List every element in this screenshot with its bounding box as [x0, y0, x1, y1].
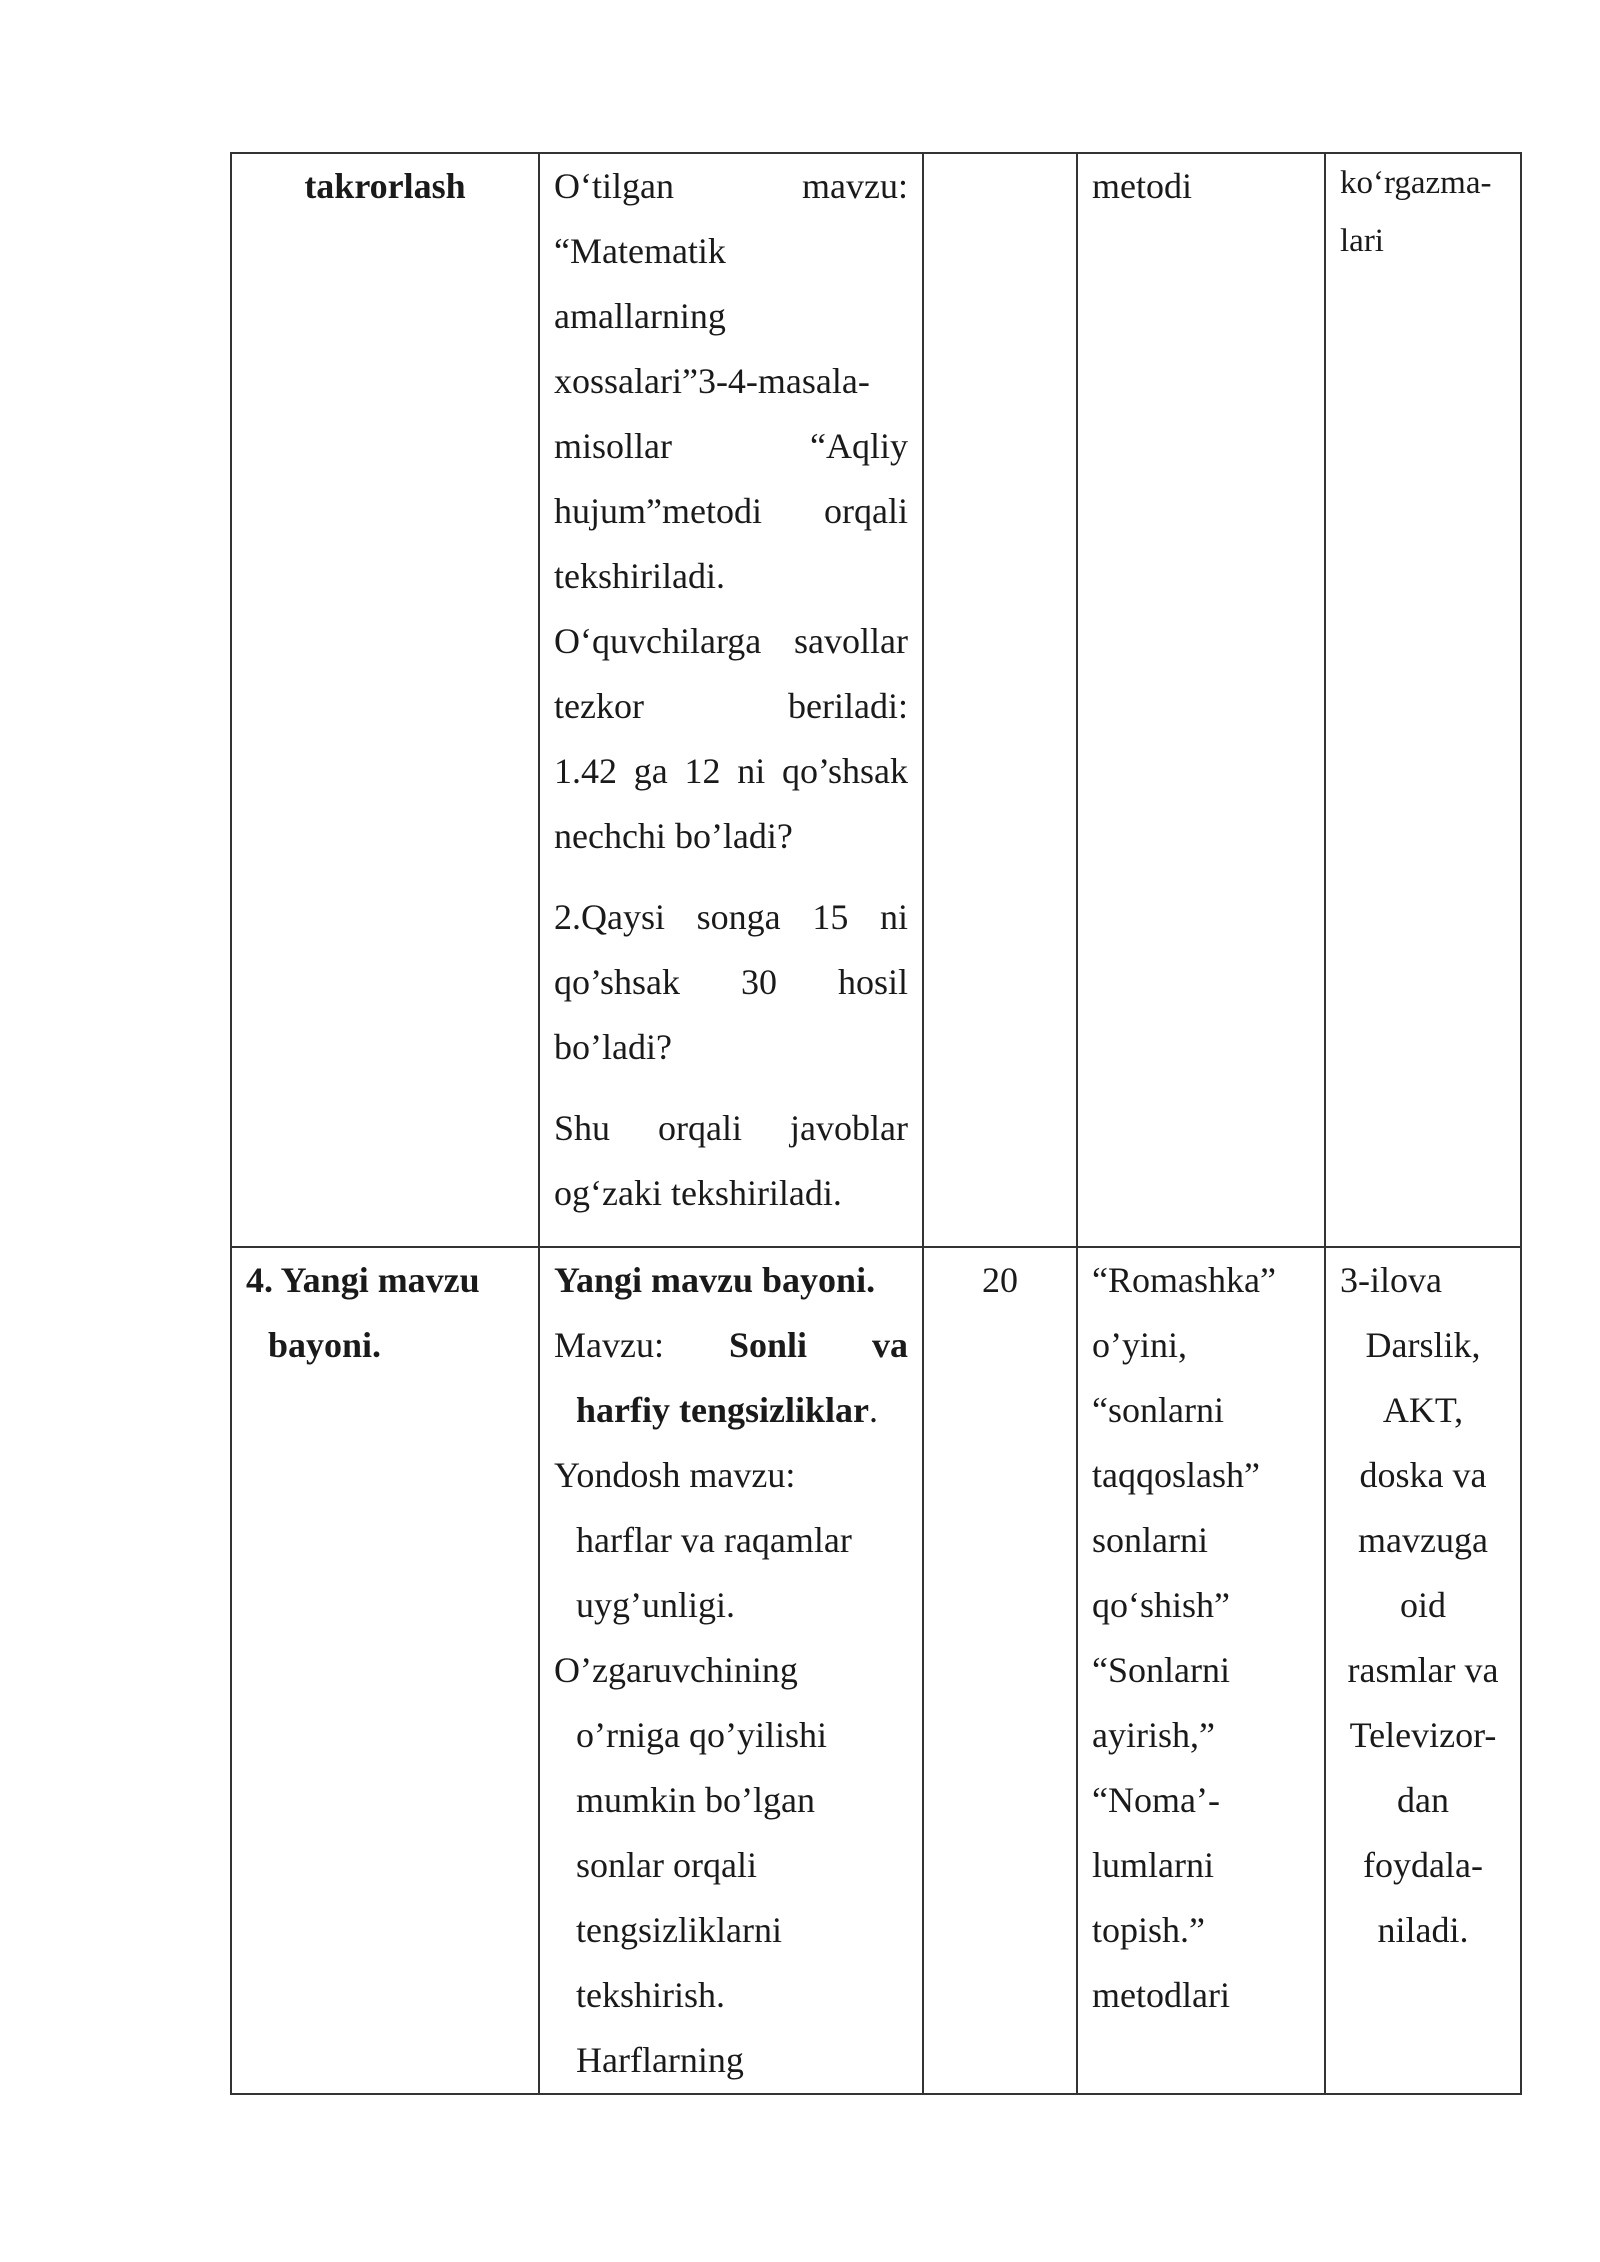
content-line: o’rniga qo’yilishi	[576, 1715, 827, 1755]
resources-cell	[1325, 153, 1521, 1247]
content-line: sonlar orqali	[576, 1845, 757, 1885]
table-row	[231, 153, 1521, 1247]
method-line: “sonlarni	[1092, 1390, 1224, 1430]
resource-line: foydala-	[1363, 1845, 1483, 1885]
method-line: sonlarni	[1092, 1520, 1208, 1560]
time-value: 20	[982, 1260, 1018, 1300]
method-line: “Sonlarni	[1092, 1650, 1230, 1690]
content-line	[554, 1313, 908, 1378]
method-line: lumlarni	[1092, 1845, 1214, 1885]
content-line: “Matematik	[554, 231, 726, 271]
topic-title: Sonli va	[728, 1325, 909, 1365]
content-line: tezkor beriladi:	[554, 686, 908, 726]
method-line: metodlari	[1092, 1975, 1230, 2015]
content-line: Yondosh mavzu:	[554, 1455, 796, 1495]
stage-label: 4. Yangi mavzu	[246, 1260, 480, 1300]
content-paragraph	[554, 885, 908, 1080]
content-line: qo’shsak 30 hosil	[554, 962, 908, 1002]
content-line: 2.Qaysi songa 15 ni	[554, 897, 908, 937]
content-line: O‘quvchilarga savollar	[554, 621, 908, 661]
content-line: og‘zaki tekshiriladi.	[554, 1173, 842, 1213]
stage-label: takrorlash	[304, 166, 466, 206]
content-line: xossalari”3-4-masala-	[554, 361, 870, 401]
resource-line: niladi.	[1377, 1910, 1469, 1950]
topic-label: Mavzu:	[554, 1325, 664, 1365]
content-line: uyg’unligi.	[576, 1585, 735, 1625]
content-paragraph	[554, 154, 908, 609]
topic-period: .	[868, 1390, 878, 1430]
content-line: misollar “Aqliy	[554, 426, 908, 466]
resource-line: mavzuga	[1358, 1520, 1488, 1560]
stage-label: bayoni.	[268, 1325, 382, 1365]
resource-line: doska va	[1359, 1455, 1487, 1495]
resources-cell	[1325, 1247, 1521, 2094]
content-cell	[539, 153, 923, 1247]
topic-title: harfiy tengsizliklar	[576, 1390, 869, 1430]
resource-line: AKT,	[1382, 1390, 1464, 1430]
content-paragraph	[554, 1096, 908, 1226]
content-line	[554, 1378, 908, 1443]
content-line: harflar va raqamlar	[576, 1520, 852, 1560]
resource-line: 3-ilova	[1340, 1260, 1442, 1300]
method-line: o’yini,	[1092, 1325, 1187, 1365]
resource-line: Darslik,	[1365, 1325, 1481, 1365]
method-line: topish.”	[1092, 1910, 1205, 1950]
content-line: tekshirish.	[576, 1975, 725, 2015]
content-line: O’zgaruvchining	[554, 1650, 798, 1690]
method-line: qo‘shish”	[1092, 1585, 1230, 1625]
table-row	[231, 1247, 1521, 2094]
method-cell	[1077, 153, 1325, 1247]
stage-cell	[231, 153, 539, 1247]
content-heading: Yangi mavzu bayoni.	[554, 1260, 876, 1300]
method-cell	[1077, 1247, 1325, 2094]
resource-line: dan	[1397, 1780, 1449, 1820]
content-line: mumkin bo’lgan	[576, 1780, 815, 1820]
content-line: hujum”metodi orqali	[554, 491, 908, 531]
resource-line: oid	[1399, 1585, 1446, 1625]
content-line: Shu orqali javoblar	[554, 1108, 908, 1148]
method-line: “Romashka”	[1092, 1260, 1276, 1300]
content-line: Harflarning	[576, 2040, 744, 2080]
method-line: taqqoslash”	[1092, 1455, 1260, 1495]
resource-line: rasmlar va	[1347, 1650, 1499, 1690]
time-cell	[923, 1247, 1077, 2094]
resource-line: Televizor-	[1349, 1715, 1497, 1755]
method-text: metodi	[1092, 166, 1192, 206]
content-line: tekshiriladi.	[554, 556, 725, 596]
content-line: nechchi bo’ladi?	[554, 816, 793, 856]
stage-cell	[231, 1247, 539, 2094]
lesson-plan-table	[230, 152, 1522, 2095]
content-line: bo’ladi?	[554, 1027, 672, 1067]
content-line: amallarning	[554, 296, 726, 336]
method-line: “Noma’-	[1092, 1780, 1220, 1820]
content-line: tengsizliklarni	[576, 1910, 782, 1950]
content-paragraph	[554, 609, 908, 869]
content-line: 1.42 ga 12 ni qo’shsak	[554, 751, 908, 791]
resource-line: lari	[1340, 223, 1384, 259]
content-cell	[539, 1247, 923, 2094]
time-cell	[923, 153, 1077, 1247]
resource-line: ko‘rgazma-	[1340, 165, 1492, 201]
method-line: ayirish,”	[1092, 1715, 1215, 1755]
content-line: O‘tilgan mavzu:	[554, 166, 908, 206]
